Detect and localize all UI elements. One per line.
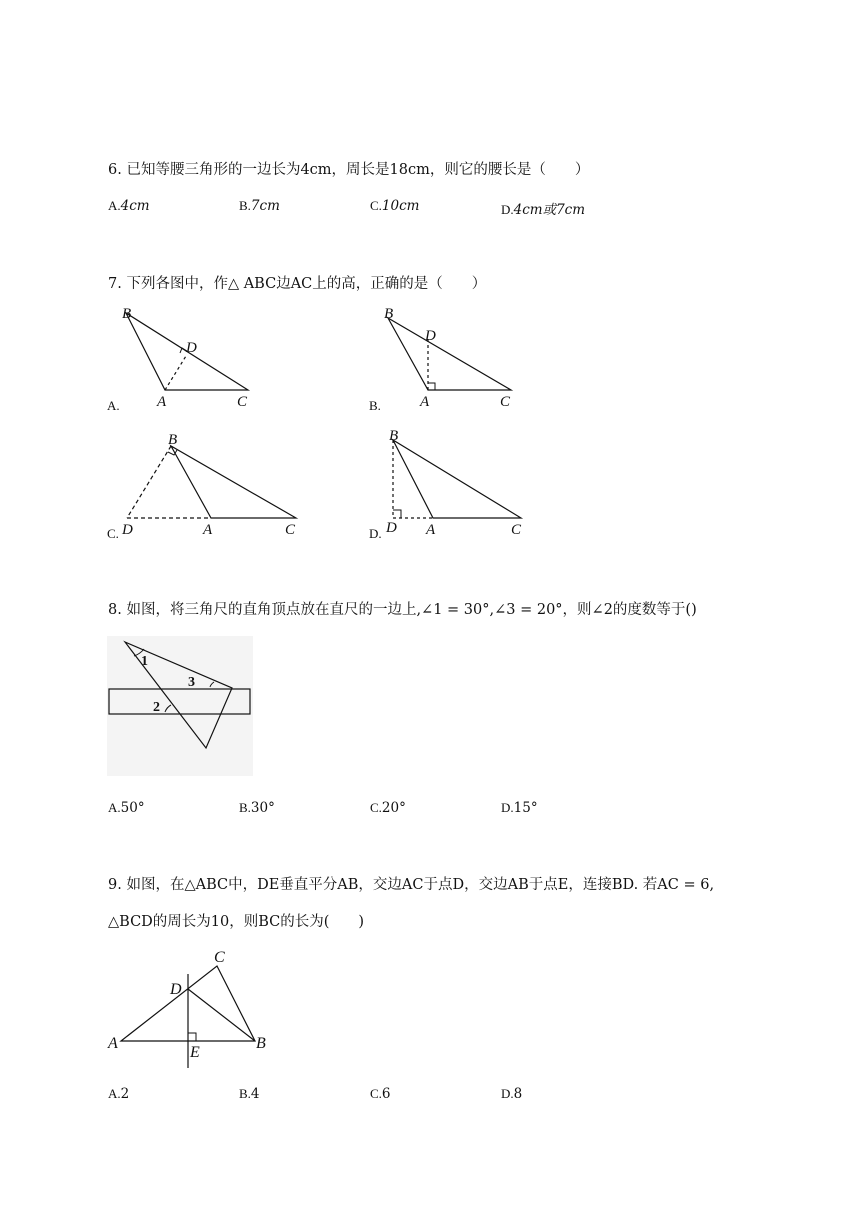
q8-figure [107,636,253,776]
q7b-label-d: D [425,328,436,344]
q7a-label-a: A [157,394,167,410]
q9-label-a: A [108,1035,118,1052]
question-9-stem-line2: △BCD的周长为10，则BC的长为( ) [108,914,365,930]
q8-option-b[interactable]: B.30° [239,800,275,816]
q7b-label-c: C [500,394,511,410]
angle-1-label: 1 [141,654,148,669]
q7c-label-d: D [122,522,133,538]
question-6-stem: 6. 已知等腰三角形的一边长为4cm，周长是18cm，则它的腰长是（ ） [108,162,590,178]
q7-option-a[interactable]: A. [107,398,120,413]
question-7-stem: 7. 下列各图中，作△ ABC边AC上的高，正确的是（ ） [108,276,487,292]
angle-2-label: 2 [153,700,160,715]
q7b-right-angle-mark [428,383,435,390]
q7d-label-a: A [426,522,436,538]
q9-option-c[interactable]: C.6 [370,1086,391,1102]
angle-3-label: 3 [188,675,195,690]
question-8-stem: 8. 如图，将三角尺的直角顶点放在直尺的一边上,∠1 = 30°,∠3 = 20°，则∠2的度数等于() [108,602,697,618]
q7b-label-a: A [420,394,430,410]
q7c-triangle [171,446,296,518]
q7d-label-c: C [511,522,522,538]
q7d-label-b: B [389,428,399,444]
q7b-triangle [388,318,511,390]
q9-option-d[interactable]: D.8 [501,1086,523,1102]
q9-label-d: D [170,981,182,998]
q7-option-d[interactable]: D. [369,526,382,541]
q9-option-b[interactable]: B.4 [239,1086,260,1102]
ruler [109,689,250,714]
q7c-label-a: A [203,522,213,538]
q7a-label-c: C [237,394,248,410]
q7c-altitude [127,446,171,518]
q9-label-b: B [256,1035,266,1052]
q7-option-c[interactable]: C. [107,526,119,541]
q6-option-c[interactable]: C.10cm [370,198,420,214]
q7a-label-d: D [186,340,197,356]
q8-option-a[interactable]: A.50° [108,800,145,816]
q7a-altitude [165,356,186,390]
q7d-label-d: D [386,520,397,536]
q9-right-angle-mark [188,1033,196,1041]
q9-label-e: E [190,1044,200,1061]
q8-option-d[interactable]: D.15° [501,800,538,816]
q7-option-b[interactable]: B. [369,398,381,413]
q7b-label-b: B [384,306,394,322]
q7d-right-angle-mark [393,510,401,518]
q6-option-b[interactable]: B.7cm [239,198,280,214]
q7-figures [0,290,868,590]
q9-segment-bd [188,989,255,1041]
q6-option-a[interactable]: A.4cm [108,198,150,214]
q7c-label-b: B [168,432,178,448]
q7a-label-b: B [122,306,132,322]
q7c-label-c: C [285,522,296,538]
q8-option-c[interactable]: C.20° [370,800,406,816]
q9-figure [100,944,300,1074]
q6-option-d[interactable]: D.4cm或7cm [501,202,586,218]
question-9-stem-line1: 9. 如图，在△ABC中，DE垂直平分AB，交边AC于点D，交边AB于点E，连接BD. 若AC = 6, [108,877,715,893]
q9-label-c: C [214,949,225,966]
q9-option-a[interactable]: A.2 [108,1086,130,1102]
q7d-triangle [393,440,521,518]
